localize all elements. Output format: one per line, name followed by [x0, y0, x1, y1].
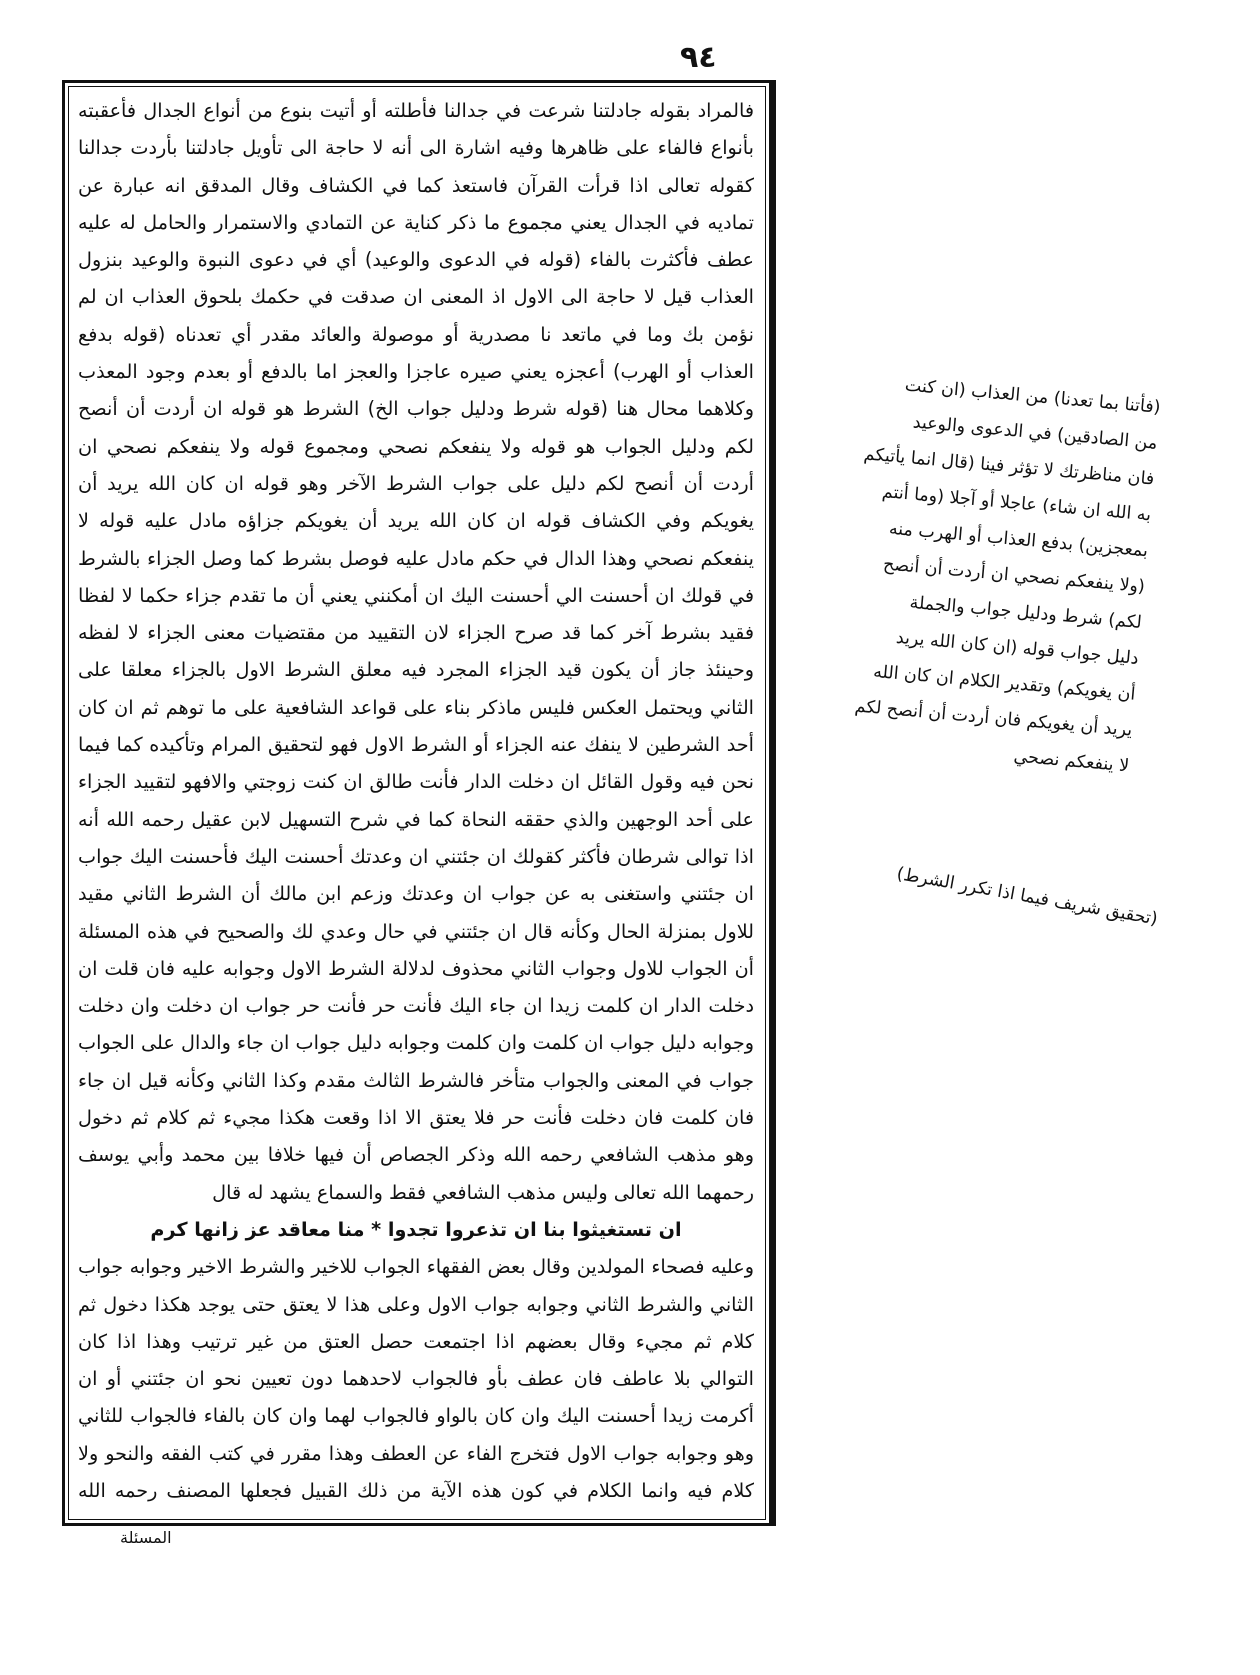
margin-line: به الله ان شاء) عاجلا أو آجلا (وما أنتم — [881, 482, 1152, 526]
margin-line: دليل جواب قوله (ان كان الله يريد — [895, 627, 1140, 669]
catchword: المسئلة — [120, 1528, 172, 1547]
verse-line: ان تستغيثوا بنا ان تذعروا تجدوا * منا معاقد عز زانها كرم — [150, 1217, 682, 1241]
margin-line: لكم) شرط ودليل جواب والجملة — [908, 592, 1143, 634]
margin-line: فان مناظرتك لا تؤثر فينا (قال انما يأتيكم — [862, 444, 1156, 490]
margin-note-heading: (تحقيق شريف فيما اذا تكرر الشرط) — [895, 863, 1160, 930]
main-paragraph-2: وعليه فصحاء المولدين وقال بعض الفقهاء الجواب للاخير والشرط الاخير وجوابه جواب الثاني والشرط الثاني وجوابه جواب الاول وعلى هذا لا يعتق حتى يوجد هكذا دخول ثم كلام ثم مجيء وقال بعضهم اذا اجتمعت حصل العتق من غير ترتيب وهذا اذا كان التوالي بلا عاطف فان عطف بأو فالجواب لاحدهما دون تعيين نحو ان جئتني أو ان أكرمت زيدا أحسنت اليك وان كان بالواو فالجواب لهما وان كان بالفاء فالجواب للثاني وهو وجوابه جواب الاول فتخرج الفاء عن العطف وهذا مقرر في كتب الفقه والنحو ولا كلام فيه وانما الكلام في كون هذه الآية من ذلك القبيل فجعلها المصنف رحمه الله — [78, 1255, 754, 1502]
main-paragraph-1: فالمراد بقوله جادلتنا شرعت في جدالنا فأطلته أو أتيت بنوع من أنواع الجدال فأعقبته بأنواع فالفاء على ظاهرها وفيه اشارة الى أنه لا حاجة الى تأويل جادلتنا بأردت جدالنا كقوله تعالى اذا قرأت القرآن فاستعذ كما في الكشاف وقال المدقق انه عبارة عن تماديه في الجدال يعني مجموع ما ذكر كناية عن التمادي والاستمرار والحامل له عليه عطف فأكثرت بالفاء (قوله في الدعوى والوعيد) أي في دعوى النبوة والوعيد بنزول العذاب قيل لا حاجة الى الاول اذ المعنى ان صدقت في حكمك بلحوق العذاب ان لم نؤمن بك وما في ماتعد نا مصدرية أو موصولة والعائد مقدر أي تعدناه (قوله بدفع العذاب أو الهرب) أعجزه يعني صيره عاجزا والعجز اما بالدفع أو بعدم وجود المعذب وكلاهما محال هنا (قوله شرط ودليل جواب الخ) الشرط هو قوله ان أردت أن أنصح لكم ودليل الجواب هو قوله ولا ينفعكم نصحي ومجموع قوله ولا ينفعكم نصحي ان أردت أن أنصح لكم دليل على جواب الشرط الآخر وهو قوله ان كان الله يريد أن يغويكم وفي الكشاف قوله ان كان الله يريد أن يغويكم جزاؤه مادل عليه قوله لا ينفعكم نصحي وهذا الدال في حكم مادل عليه فوصل بشرط كما وصل الجزاء بالشرط في قولك ان أحسنت الي أحسنت اليك ان أمكنني يعني أن ما تقدم جزاء حكما لا لفظا فقيد بشرط آخر كما قد صرح الجزاء لان التقييد من مقتضيات معنى الجزاء لا لفظه وحينئذ جاز أن يكون قيد الجزاء المجرد فيه معلق الشرط الاول بالجزاء معلقا على الثاني ويحتمل العكس فليس ماذكر بناء على قواعد الشافعية على ما توهم ثم ان كان أحد الشرطين لا ينفك عنه الجزاء أو الشرط الاول فهو لتحقيق المرام وتأكيده كما فيما نحن فيه وقول القائل ان دخلت الدار فأنت طالق ان كنت زوجتي والافهو لتقييد الجزاء على أحد الوجهين والذي حققه النحاة كما في شرح التسهيل لابن عقيل رحمه الله أنه اذا توالى شرطان فأكثر كقولك ان جئتني ان وعدتك أحسنت اليك فأحسنت اليك جواب ان جئتني واستغنى به عن جواب ان وعدتك وزعم ابن مالك أن الشرط الثاني مقيد للاول بمنزلة الحال وكأنه قال ان جئتني في حال وعدي لك والصحيح في هذه المسئلة أن الجواب للاول وجواب الثاني محذوف لدلالة الشرط الاول وجوابه عليه فان قلت ان دخلت الدار ان كلمت زيدا ان جاء اليك فأنت حر فأنت حر جواب ان دخلت وان دخلت وجوابه دليل جواب ان كلمت وان كلمت وجوابه دليل جواب ان جاء والدال على الجواب جواب في المعنى والجواب متأخر فالشرط الثالث مقدم وكذا الثاني وكأنه قيل ان جاء فان كلمت فان دخلت فأنت حر فلا يعتق الا اذا وقعت هكذا مجيء ثم كلام ثم دخول وهو مذهب الشافعي رحمه الله وذكر الجصاص أن فيها خلافا بين محمد وأبي يوسف رحمهما الله تعالى وليس مذهب الشافعي فقط والسماع يشهد له قال — [78, 99, 754, 1204]
margin-line: لا ينفعكم نصحي — [1012, 746, 1130, 777]
margin-line: بمعجزين) بدفع العذاب أو الهرب منه — [888, 518, 1149, 562]
main-text-body — [78, 92, 754, 1512]
page-number: ٩٤ — [680, 40, 717, 75]
margin-line: (فأتنا بما تعدنا) من العذاب (ان كنت — [904, 375, 1162, 418]
margin-note-quran-text — [773, 359, 1162, 785]
margin-line: من الصادقين) في الدعوى والوعيد — [912, 412, 1159, 454]
margin-line: أن يغويكم) وتقدير الكلام ان كان الله — [872, 661, 1137, 705]
margin-line: يريد أن يغويكم فان أردت أن أنصح لكم — [853, 696, 1134, 741]
frame-edge — [770, 80, 776, 1526]
margin-line: (ولا ينفعكم نصحي ان أردت أن أنصح — [882, 554, 1146, 598]
